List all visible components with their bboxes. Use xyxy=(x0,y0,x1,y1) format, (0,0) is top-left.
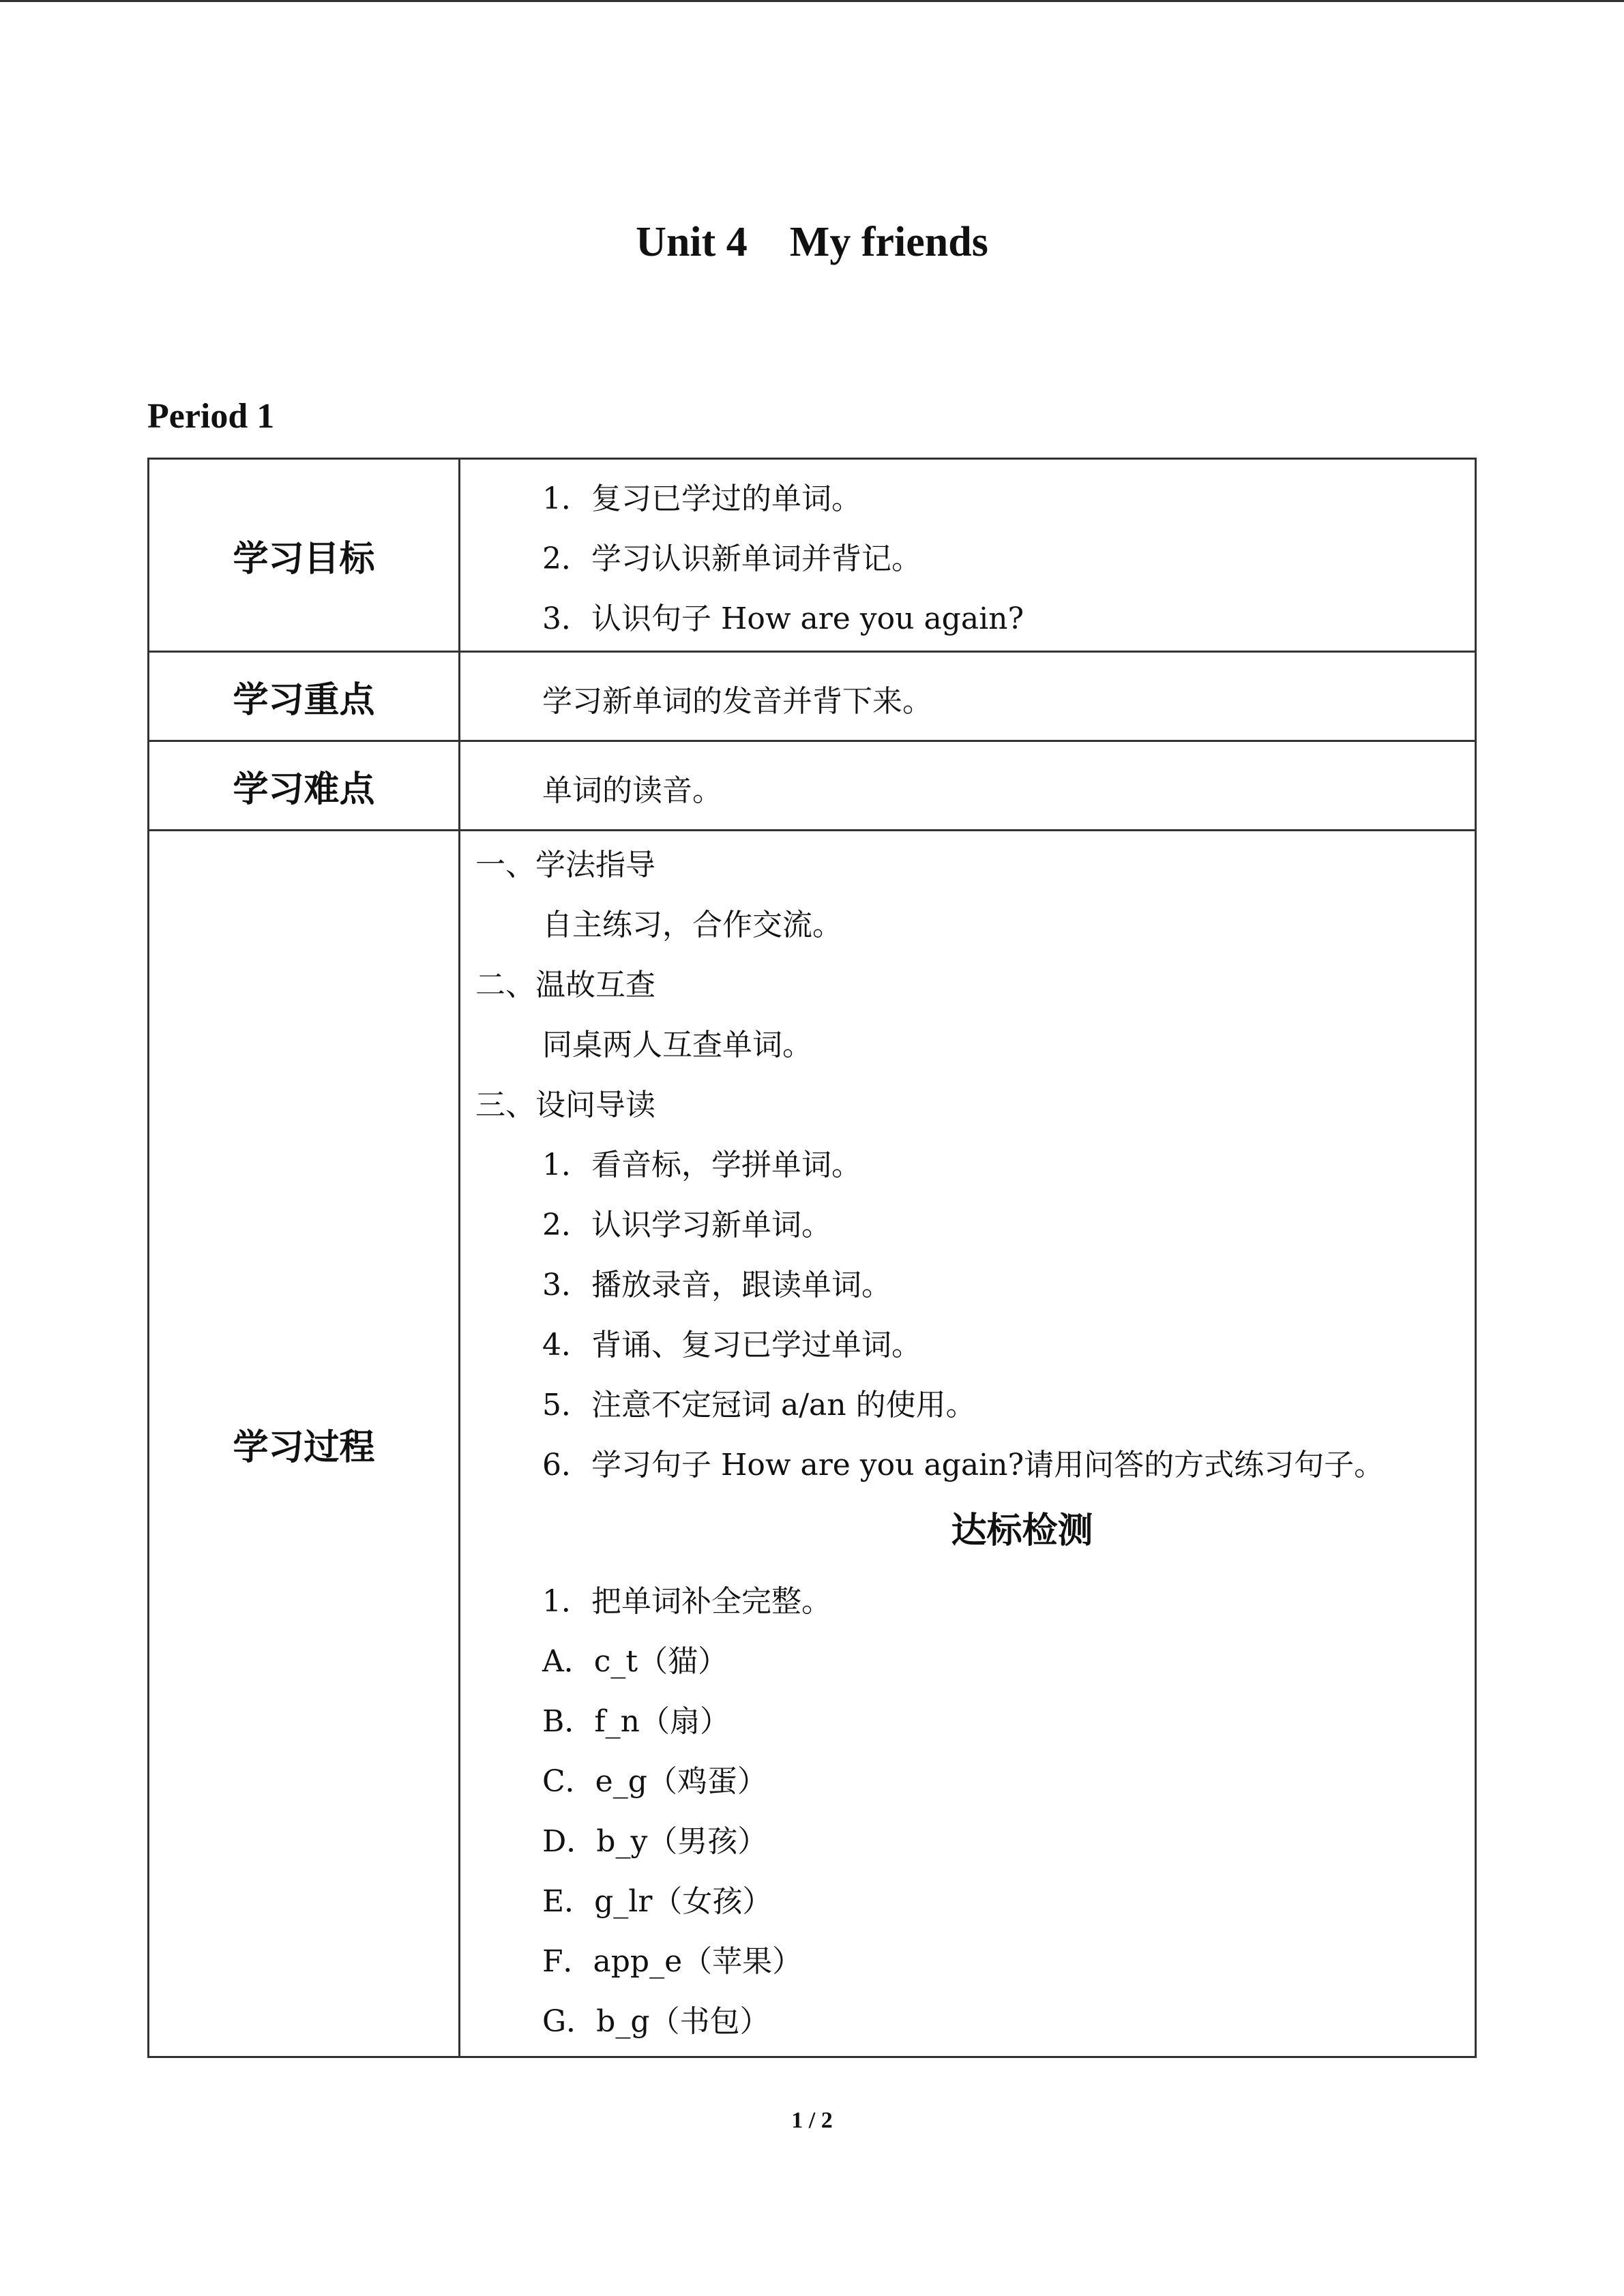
section-heading: 二、温故互查 xyxy=(475,968,655,1002)
key-points-content xyxy=(460,652,1476,741)
section-line: 同桌两人互查单词。 xyxy=(542,1028,812,1062)
exercise-item: B．f_n（扇） xyxy=(542,1704,730,1739)
row-label-goals: 学习目标 xyxy=(149,459,460,652)
section-line: 2．认识学习新单词。 xyxy=(542,1208,831,1242)
row-difficulties xyxy=(149,741,1476,831)
section-line: 4．背诵、复习已学过单词。 xyxy=(542,1328,921,1362)
section-heading: 三、设问导读 xyxy=(475,1088,655,1122)
goal-item: 2．学习认识新单词并背记。 xyxy=(542,541,921,576)
exercise-item: F．app_e（苹果） xyxy=(542,1944,803,1979)
page-number: 1 / 2 xyxy=(791,2108,833,2133)
key-point-text: 学习新单词的发音并背下来。 xyxy=(542,684,932,719)
section-heading: 一、学法指导 xyxy=(475,848,655,882)
section-line: 1．看音标，学拼单词。 xyxy=(542,1148,861,1182)
document-title: Unit 4 My friends xyxy=(636,219,988,265)
goal-item: 3．认识句子 How are you again? xyxy=(542,601,1024,636)
exercise-item: E．g_lr（女孩） xyxy=(542,1884,773,1919)
exercise-prompt: 1．把单词补全完整。 xyxy=(542,1584,831,1619)
exercise-item: D．b_y（男孩） xyxy=(542,1824,768,1859)
exercise-item: A．c_t（猫） xyxy=(542,1644,728,1679)
section-line: 5．注意不定冠词 a/an 的使用。 xyxy=(542,1388,976,1422)
goals-content xyxy=(460,459,1476,652)
row-key-points xyxy=(149,652,1476,741)
difficulties-content xyxy=(460,741,1476,831)
difficulty-text: 单词的读音。 xyxy=(542,773,722,808)
row-process xyxy=(149,831,1476,2057)
section-line: 6．学习句子 How are you again?请用问答的方式练习句子。 xyxy=(542,1448,1385,1482)
row-label-key-points: 学习重点 xyxy=(149,652,460,741)
exercise-item: G．b_g（书包） xyxy=(542,2004,770,2039)
lesson-plan-table xyxy=(147,458,1477,2058)
process-content xyxy=(460,831,1476,2057)
section-line: 自主练习，合作交流。 xyxy=(542,908,842,942)
goal-item: 1．复习已学过的单词。 xyxy=(542,481,861,516)
period-heading: Period 1 xyxy=(147,397,275,436)
check-heading: 达标检测 xyxy=(951,1510,1093,1551)
row-label-difficulties: 学习难点 xyxy=(149,741,460,831)
row-label-process: 学习过程 xyxy=(149,831,460,2057)
section-line: 3．播放录音，跟读单词。 xyxy=(542,1268,891,1302)
row-learning-goals xyxy=(149,459,1476,652)
exercise-item: C．e_g（鸡蛋） xyxy=(542,1764,767,1799)
